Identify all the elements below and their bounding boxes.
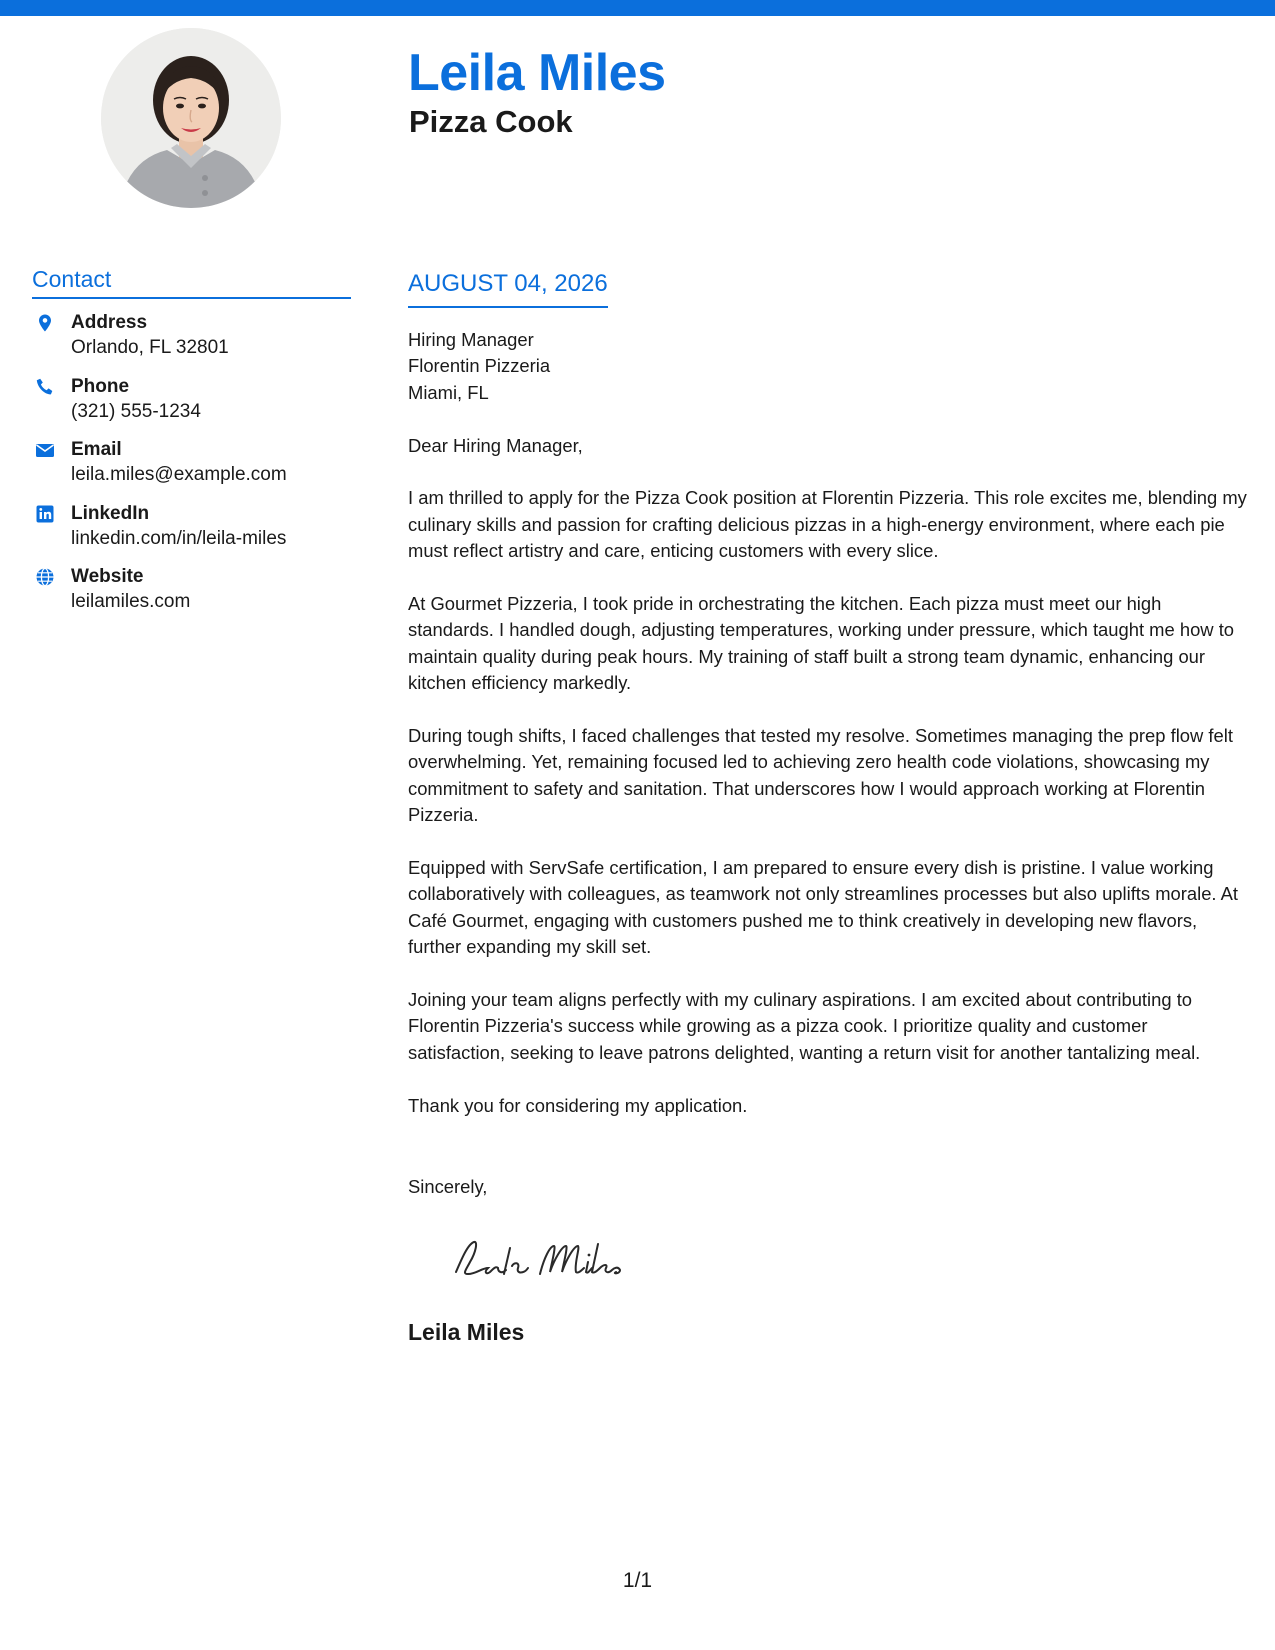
contact-label: Website (71, 566, 144, 587)
letter-paragraph: During tough shifts, I faced challenges that tested my resolve. Sometimes managing the prep flow felt overwhelming. Yet, remaining focused led to achieving zero health code violations, showcasing my commitment to safety and sanitation. That underscores how I would approach working at Florentin Pizzeria. (408, 725, 1233, 826)
linkedin-icon (35, 504, 55, 524)
closing: Sincerely, (408, 1176, 488, 1197)
letter-paragraph: Thank you for considering my application. (408, 1094, 748, 1116)
contact-item-phone (32, 374, 362, 438)
page-number: 1/1 (622, 1569, 653, 1592)
letter-body (408, 327, 1248, 1145)
portrait-illustration (101, 28, 281, 208)
contact-label: Email (71, 439, 122, 460)
handwritten-signature (448, 1228, 648, 1288)
linkedin-link[interactable]: linkedin.com/in/leila-miles (71, 527, 287, 549)
phone-value: (321) 555-1234 (71, 400, 201, 422)
globe-icon (35, 567, 55, 587)
candidate-name: Leila Miles (408, 44, 666, 102)
recipient-line: Hiring Manager (408, 329, 534, 350)
contact-heading: Contact (32, 264, 351, 299)
contact-item-linkedin (32, 501, 362, 565)
profile-photo (101, 28, 281, 208)
contact-list (32, 310, 362, 628)
contact-item-address (32, 310, 362, 374)
recipient-block (408, 327, 1248, 406)
letter-paragraph: Joining your team aligns perfectly with my culinary aspirations. I am excited about contributing to Florentin Pizzeria's success while growing as a pizza cook. I prioritize quality and customer satisfaction, seeking to leave patrons delighted, wanting a return visit for another tantalizing meal. (408, 989, 1201, 1063)
recipient-line: Miami, FL (408, 381, 489, 403)
letter-paragraph: I am thrilled to apply for the Pizza Cook position at Florentin Pizzeria. This role excites me, blending my culinary skills and passion for crafting delicious pizzas in a high-energy environment, where each pie must reflect artistry and care, enticing customers with every slice. (408, 487, 1247, 562)
phone-icon (35, 377, 55, 397)
salutation: Dear Hiring Manager, (408, 434, 583, 456)
job-title: Pizza Cook (409, 104, 573, 139)
contact-label: Phone (71, 375, 130, 397)
contact-item-email (32, 437, 362, 501)
map-pin-icon (35, 313, 55, 333)
letter-paragraph: Equipped with ServSafe certification, I am prepared to ensure every dish is pristine. I value working collaboratively with colleagues, as teamwork not only streamlines processes but also uplifts morale. At Café Gourmet, engaging with customers pushed me to think creatively in developing new flavors, further expanding my skill set. (408, 857, 1239, 958)
website-link[interactable]: leilamiles.com (71, 591, 191, 612)
email-link[interactable]: leila.miles@example.com (71, 464, 287, 485)
recipient-line: Florentin Pizzeria (408, 355, 551, 377)
top-accent-bar (0, 0, 1275, 16)
letter-date: AUGUST 04, 2026 (408, 268, 608, 308)
address-value: Orlando, FL 32801 (71, 337, 229, 358)
envelope-icon (35, 440, 55, 460)
signed-name: Leila Miles (408, 1319, 525, 1345)
letter-paragraph: At Gourmet Pizzeria, I took pride in orchestrating the kitchen. Each pizza must meet our high standards. I handled dough, adjusting temperatures, working under pressure, which taught me how to maintain quality during peak hours. My training of staff built a strong team dynamic, enhancing our kitchen efficiency markedly. (408, 593, 1235, 694)
contact-label: LinkedIn (71, 502, 150, 524)
contact-item-website (32, 564, 362, 628)
contact-label: Address (71, 312, 148, 333)
